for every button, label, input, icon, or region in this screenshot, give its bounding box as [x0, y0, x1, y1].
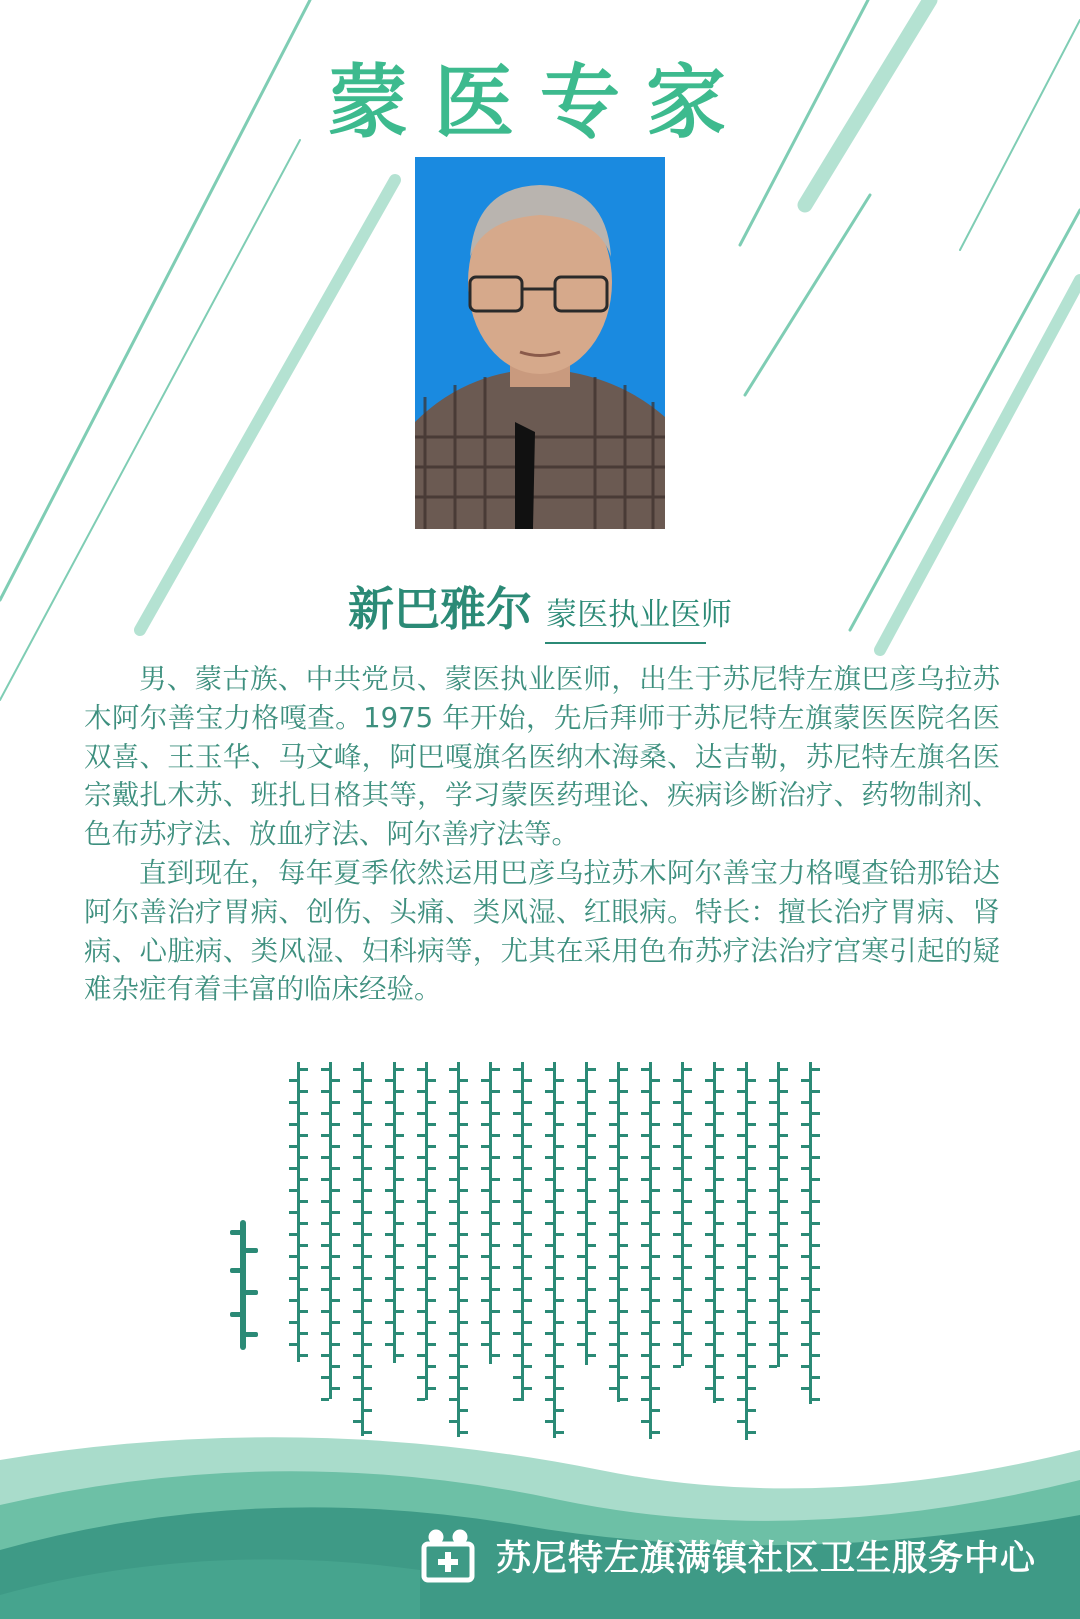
name-underline — [545, 642, 706, 644]
doctor-name: 新巴雅尔 — [348, 582, 532, 636]
doctor-name-bar — [0, 573, 1080, 639]
organization-name: 苏尼特左旗满镇社区卫生服务中心 — [496, 1538, 1037, 1579]
bio-paragraph-1: 男、蒙古族、中共党员、蒙医执业医师，出生于苏尼特左旗巴彦乌拉苏木阿尔善宝力格嘎查。1975 年开始，先后拜师于苏尼特左旗蒙医医院名医双喜、王玉华、马文峰，阿巴嘎旗名医纳木海桑、达吉勒，苏尼特左旗名医宗戴扎木苏、班扎日格其等，学习蒙医药理论、疾病诊断治疗、药物制剂、色布苏疗法、放血疗法、阿尔善疗法等。 — [84, 663, 1000, 851]
footer-wave-background — [0, 1420, 1080, 1619]
health-center-logo-icon — [418, 1528, 478, 1584]
doctor-portrait-photo — [415, 157, 665, 529]
mongolian-name-glyph-icon — [226, 1220, 262, 1350]
doctor-title: 蒙医执业医师 — [546, 597, 732, 633]
portrait-photo-icon — [415, 157, 665, 529]
doctor-biography — [84, 660, 1000, 1009]
page-title: 蒙医专家 — [328, 56, 752, 149]
bio-paragraph-2: 直到现在，每年夏季依然运用巴彦乌拉苏木阿尔善宝力格嘎查铪那铪达阿尔善治疗胃病、创伤、头痛、类风湿、红眼病。特长：擅长治疗胃病、肾病、心脏病、类风湿、妇科病等，尤其在采用色布苏疗法治疗宫寒引起的疑难杂症有着丰富的临床经验。 — [84, 856, 1000, 1006]
